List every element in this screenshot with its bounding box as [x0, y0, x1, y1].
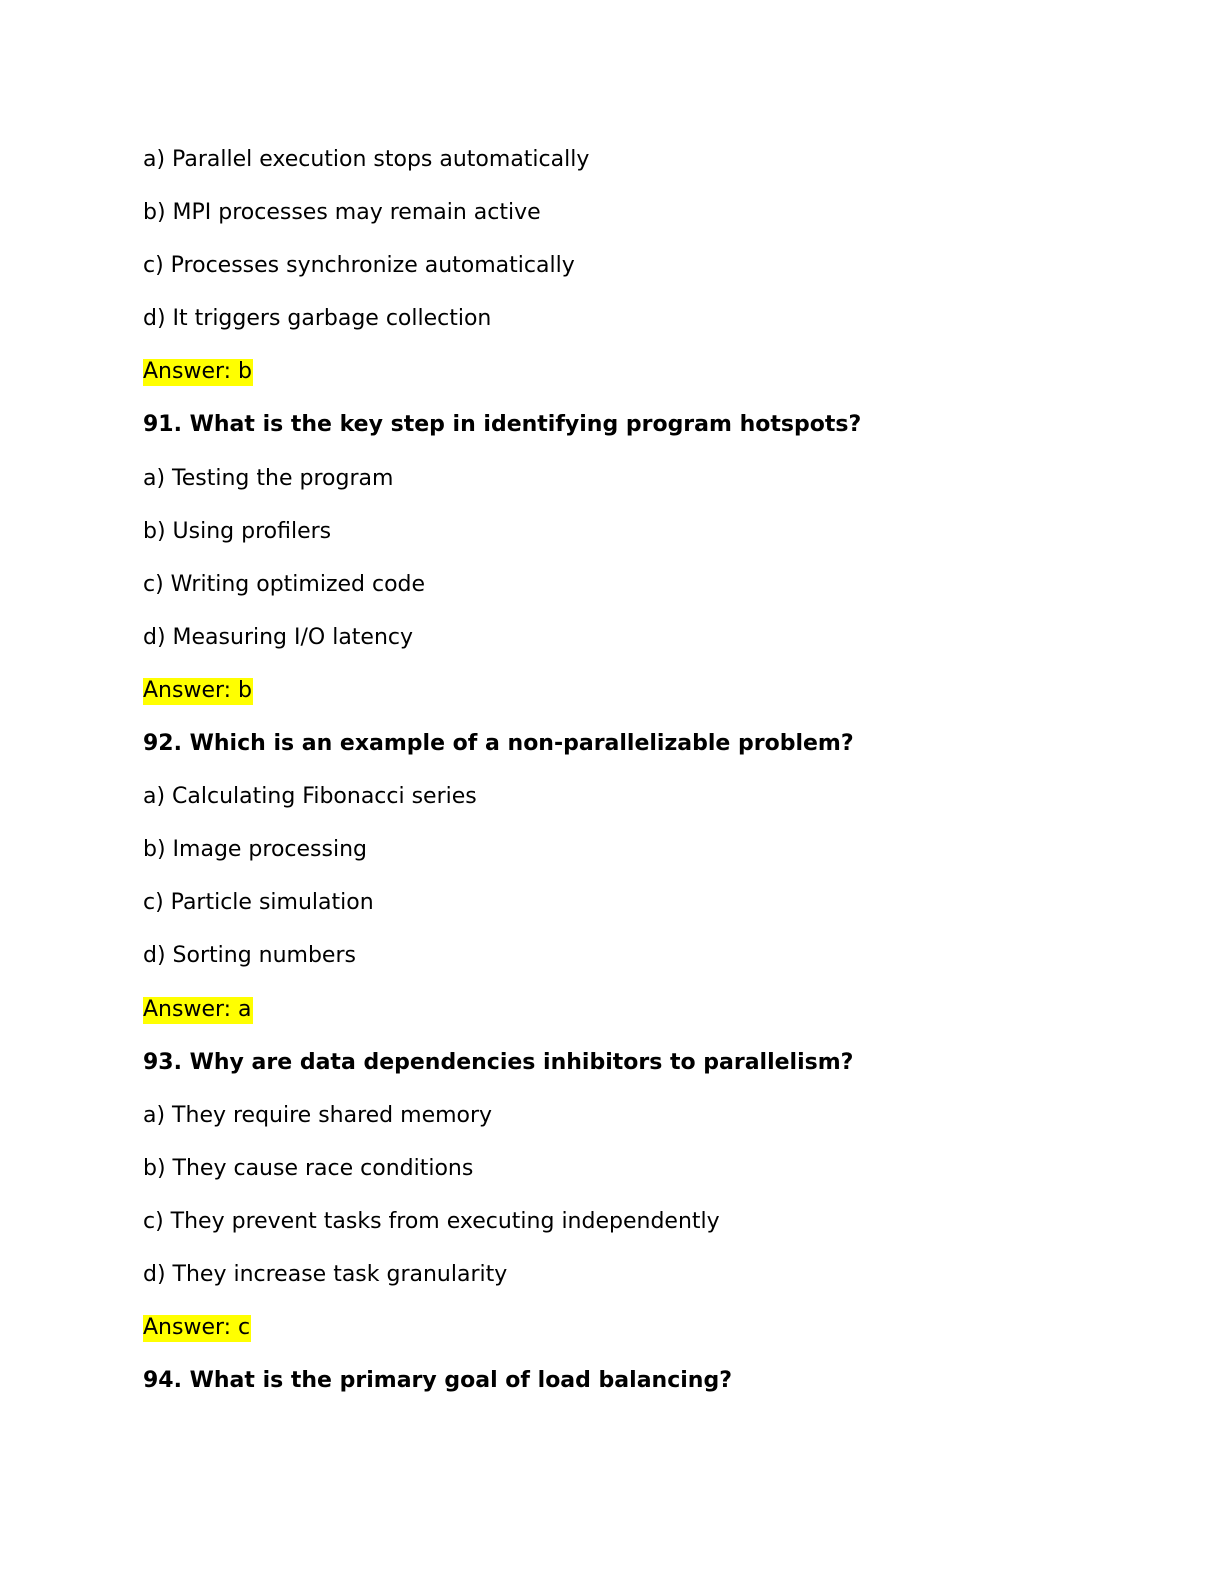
option-b: b) MPI processes may remain active	[143, 200, 541, 226]
question-block-94	[143, 1362, 1103, 1415]
answer-highlight: Answer: b	[143, 677, 253, 703]
option-a: a) Parallel execution stops automatically	[143, 147, 590, 172]
question-block-92	[143, 725, 1103, 1044]
option-b: b) Using profilers	[143, 518, 332, 544]
option-d: d) Sorting numbers	[143, 943, 356, 969]
question-block-91	[143, 406, 1103, 725]
option-c: c) Processes synchronize automatically	[143, 253, 575, 279]
option-c: c) Writing optimized code	[143, 571, 426, 597]
option-a: a) Testing the program	[143, 465, 394, 491]
document-page	[143, 141, 1103, 1415]
answer-highlight: Answer: b	[143, 359, 253, 385]
option-d: d) It triggers garbage collection	[143, 306, 492, 332]
option-d: d) They increase task granularity	[143, 1261, 508, 1287]
answer-line	[143, 991, 1103, 1044]
option-d: d) Measuring I/O latency	[143, 624, 414, 650]
question-text: 91. What is the key step in identifying program hotspots?	[143, 412, 862, 438]
answer-highlight: Answer: a	[143, 996, 252, 1022]
answer-line	[143, 672, 1103, 725]
option-a: a) They require shared memory	[143, 1102, 493, 1128]
question-block-93	[143, 1044, 1103, 1363]
answer-line	[143, 1309, 1103, 1362]
answer-line	[143, 353, 1103, 406]
option-b: b) They cause race conditions	[143, 1155, 474, 1181]
question-text: 92. Which is an example of a non-parallelizable problem?	[143, 731, 854, 757]
option-b: b) Image processing	[143, 837, 367, 863]
option-a: a) Calculating Fibonacci series	[143, 784, 477, 810]
answer-highlight: Answer: c	[143, 1315, 251, 1341]
question-block-90-continued	[143, 141, 1103, 406]
question-text: 93. Why are data dependencies inhibitors to parallelism?	[143, 1049, 854, 1075]
option-c: c) Particle simulation	[143, 890, 374, 916]
question-text: 94. What is the primary goal of load balancing?	[143, 1368, 732, 1394]
option-c: c) They prevent tasks from executing independently	[143, 1208, 720, 1234]
